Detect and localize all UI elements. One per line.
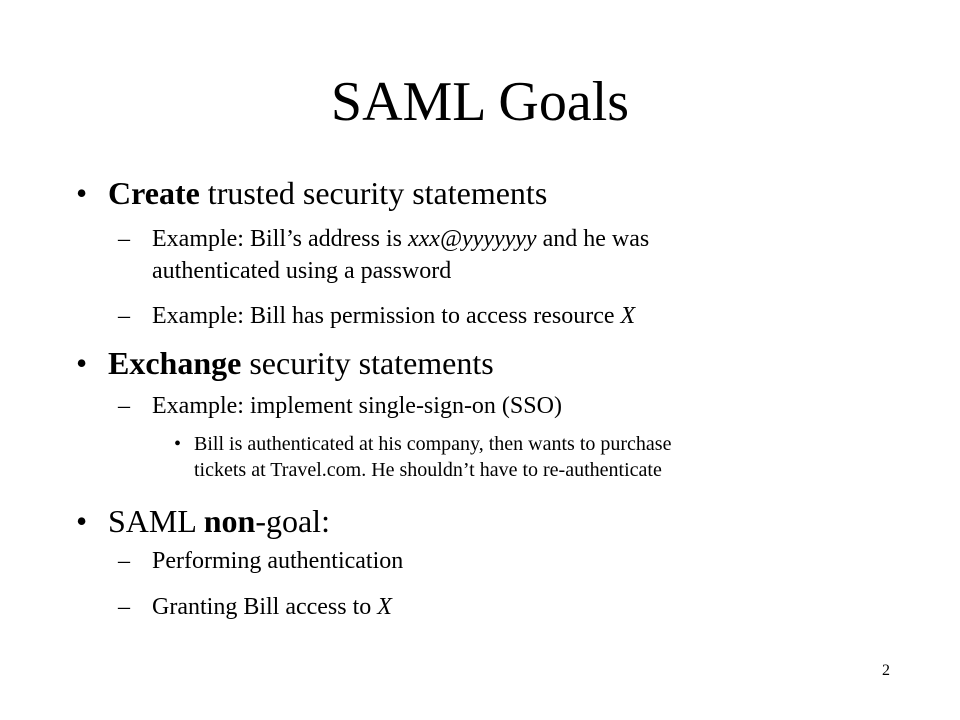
sub-bullet-text: Example: implement single-sign-on (SSO)	[152, 393, 562, 419]
text-segment: and he was	[536, 226, 650, 252]
bullet-rest: security statements	[241, 345, 494, 381]
sub-bullet-text	[152, 593, 392, 622]
bold-keyword: non	[203, 503, 256, 539]
page-number: 2	[882, 662, 890, 679]
bullet-marker: •	[76, 345, 88, 381]
sub-sub-line-2: tickets at Travel.com. He shouldn’t have to re-authenticate	[194, 459, 662, 481]
bullet-text	[108, 174, 547, 212]
italic-email: xxx@yyyyyyy	[407, 226, 537, 252]
bullet-rest: trusted security statements	[199, 175, 548, 211]
bullet-marker: •	[76, 503, 88, 539]
sub-bullet-line-2: authenticated using a password	[152, 258, 452, 284]
italic-x: X	[620, 303, 636, 329]
dash-marker: –	[118, 226, 130, 252]
dash-marker: –	[118, 303, 130, 329]
bullet-text	[108, 502, 330, 540]
sub-bullet-text	[152, 302, 635, 331]
small-bullet-marker: •	[174, 433, 182, 455]
text-segment: Example: Bill’s address is	[152, 226, 408, 252]
bullet-text	[108, 344, 494, 382]
text-segment: SAML	[108, 503, 204, 539]
text-segment: Granting Bill access to	[152, 594, 378, 620]
sub-bullet-text: Performing authentication	[152, 548, 404, 574]
sub-sub-line-1: Bill is authenticated at his company, then wants to purchase	[194, 433, 672, 455]
dash-marker: –	[118, 594, 130, 620]
italic-x: X	[377, 594, 392, 620]
dash-marker: –	[118, 548, 130, 574]
text-segment: Example: Bill has permission to access resource	[152, 303, 621, 329]
slide-title: SAML Goals	[330, 71, 630, 133]
bold-keyword: Exchange	[108, 345, 242, 381]
dash-marker: –	[118, 393, 130, 419]
bullet-marker: •	[76, 175, 88, 211]
sub-bullet-line-1	[152, 225, 649, 254]
bold-keyword: Create	[108, 175, 200, 211]
text-segment: -goal:	[255, 503, 330, 539]
